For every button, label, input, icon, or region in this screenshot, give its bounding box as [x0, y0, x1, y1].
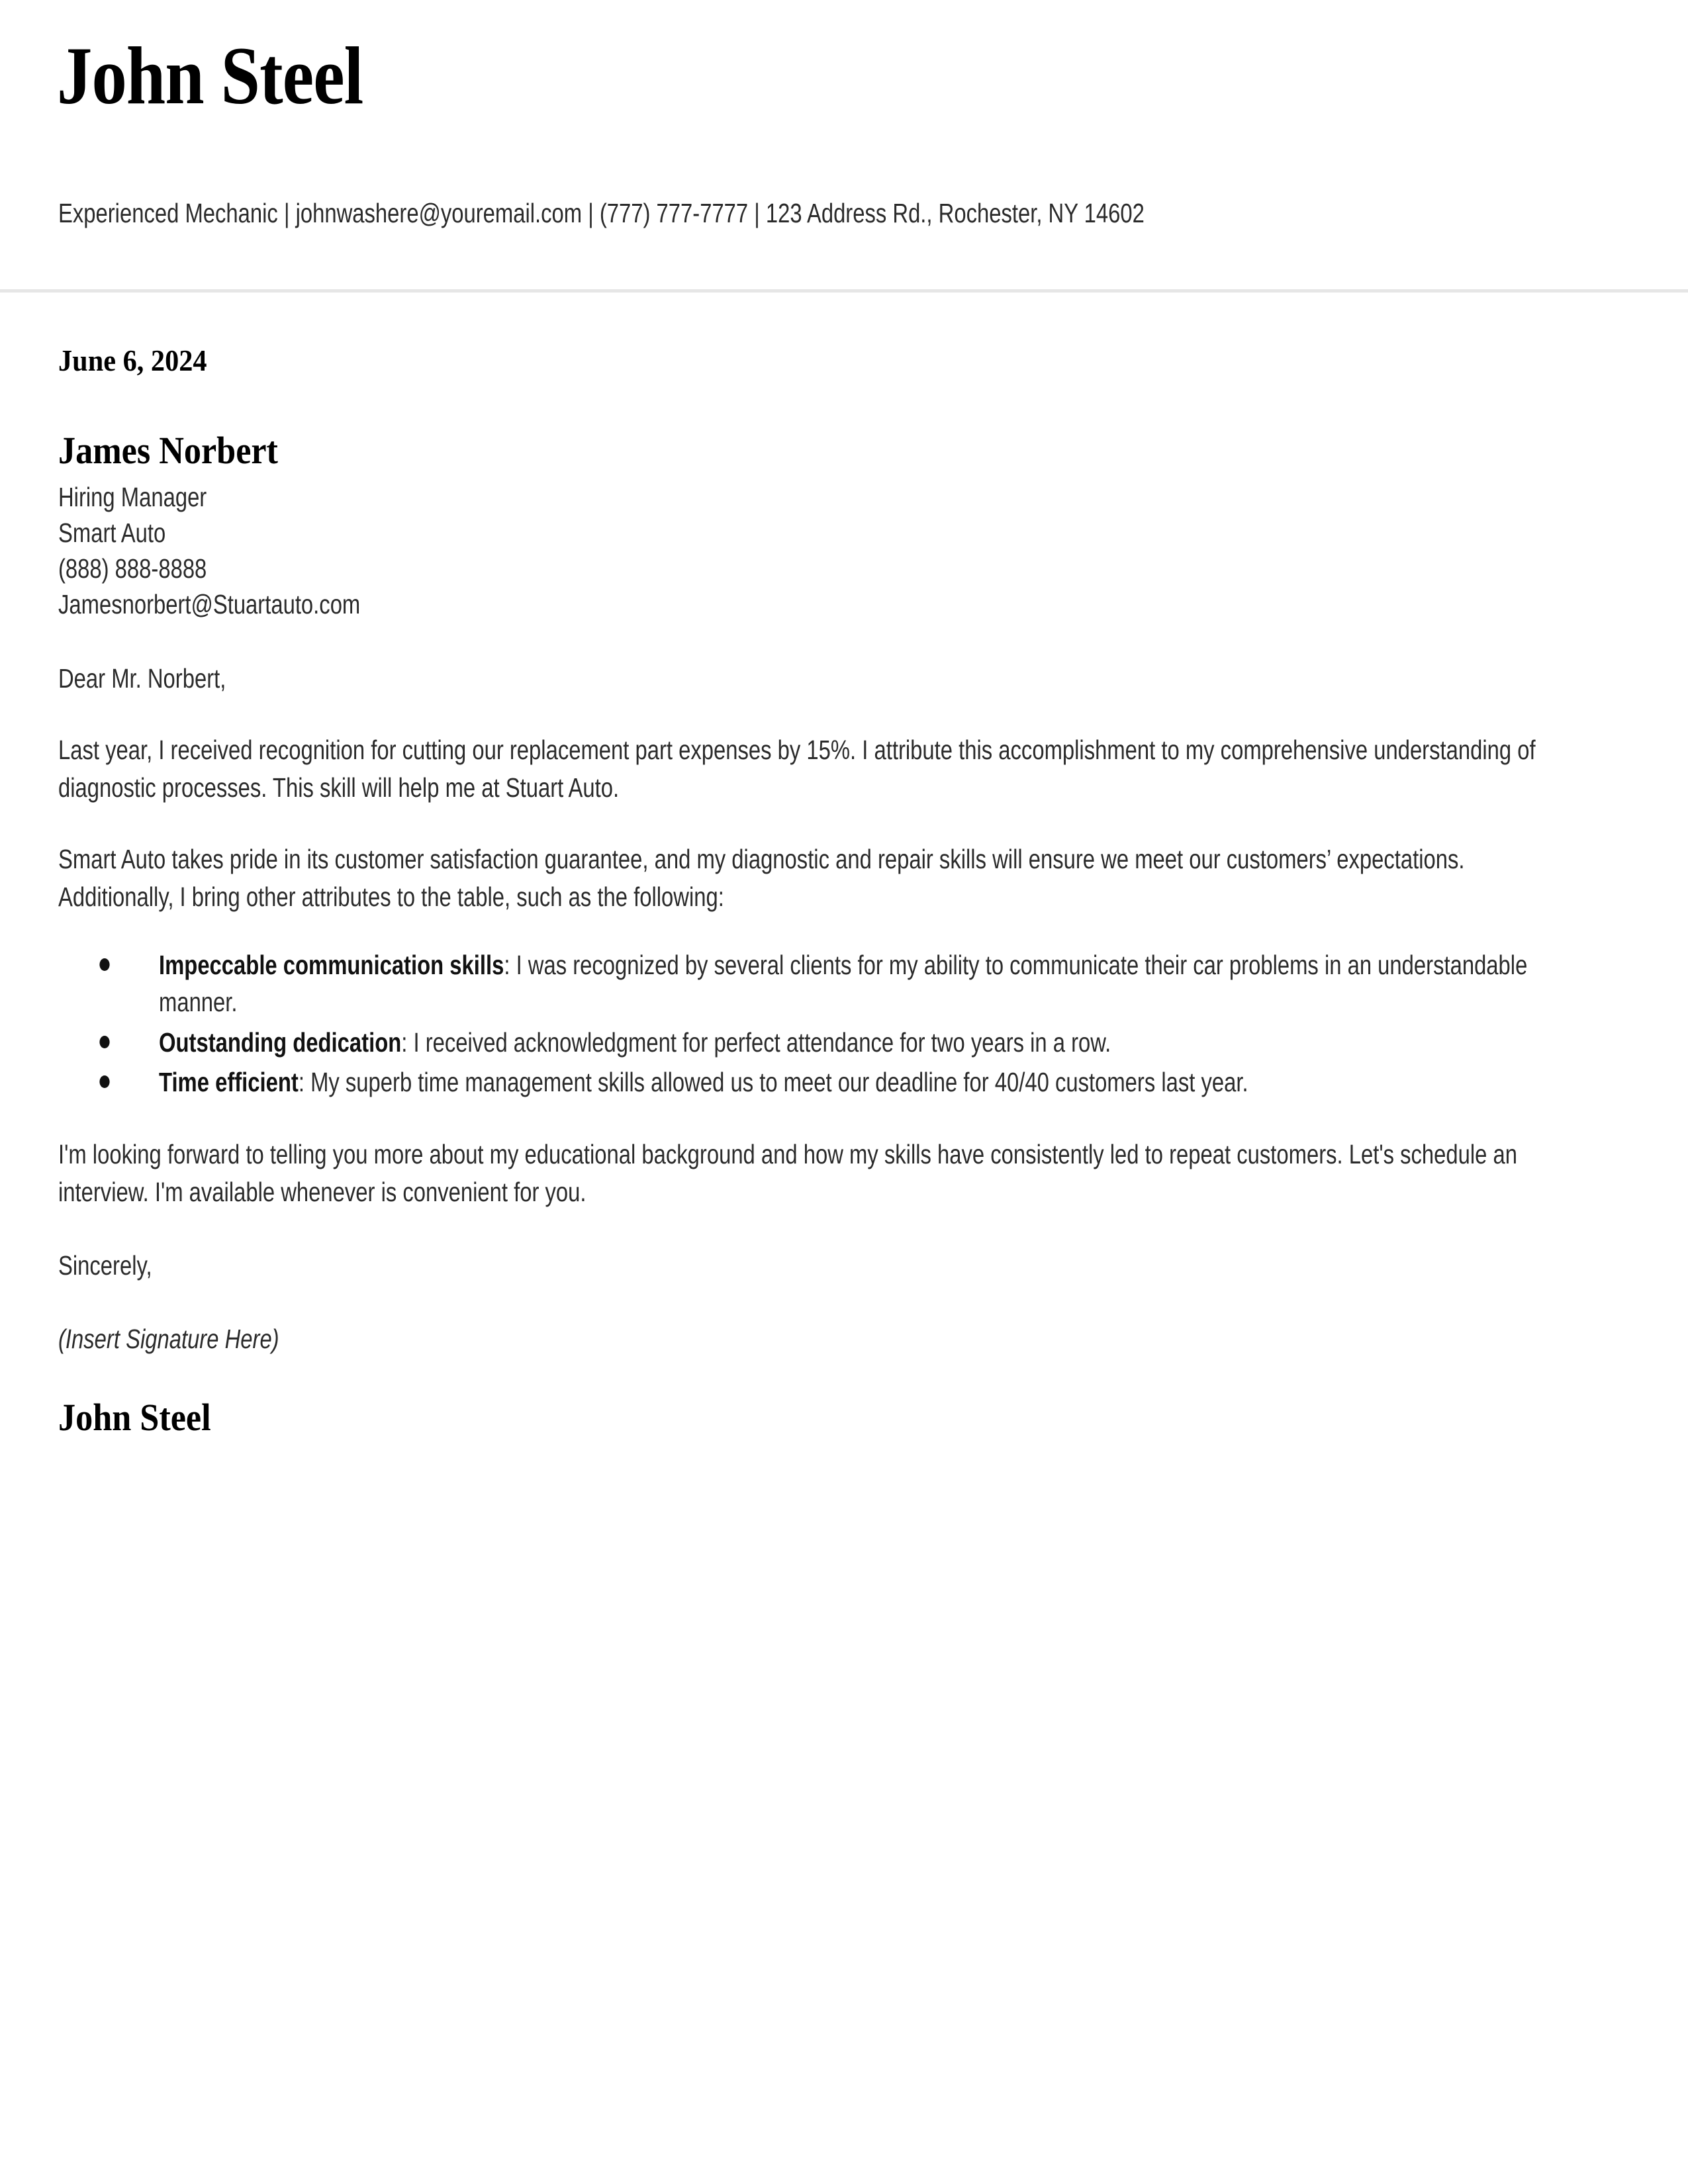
recipient-company: Smart Auto — [58, 517, 166, 548]
page-title: John Steel — [57, 30, 363, 121]
header-divider — [0, 289, 1688, 293]
sign-off: Sincerely, — [58, 1250, 152, 1281]
recipient-title: Hiring Manager — [58, 481, 207, 512]
closing-paragraph: I'm looking forward to telling you more about my educational background and how my skills have consistently led to repeat customers. Let's schedule an interview. I'm available whenever is convenient for you. — [58, 1138, 1518, 1207]
recipient-email: Jamesnorbert@Stuartauto.com — [58, 588, 361, 619]
recipient-details — [58, 479, 1587, 622]
list-item-text: : My superb time management skills allowed us to meet our deadline for 40/40 customers last year. — [298, 1067, 1248, 1098]
list-item-label: Impeccable communication skills — [159, 949, 504, 980]
body-paragraph-2: Smart Auto takes pride in its customer satisfaction guarantee, and my diagnostic and repair skills will ensure we meet our customers’ expectations. Additionally, I bring other attributes to the table, such as the following: — [58, 844, 1465, 913]
signature-placeholder: (Insert Signature Here) — [58, 1324, 279, 1355]
list-item-label: Time efficient — [159, 1067, 299, 1098]
signature-name: John Steel — [58, 1395, 211, 1439]
list-item-label: Outstanding dedication — [159, 1026, 402, 1058]
recipient-phone: (888) 888-8888 — [58, 553, 207, 584]
list-item — [58, 1024, 1583, 1062]
bullet-icon — [99, 1036, 109, 1048]
letter-date: June 6, 2024 — [58, 343, 207, 377]
bullet-icon — [99, 1075, 109, 1088]
letter-body — [58, 344, 1587, 1439]
recipient-name: James Norbert — [58, 428, 278, 472]
salutation: Dear Mr. Norbert, — [58, 662, 226, 694]
list-item-text: : I received acknowledgment for perfect attendance for two years in a row. — [401, 1026, 1111, 1058]
list-item — [58, 946, 1583, 1021]
list-item-text: : I was recognized by several clients for my ability to communicate their car problems in an understandable manner. — [159, 949, 1528, 1018]
attributes-list — [58, 946, 1583, 1101]
list-item — [58, 1064, 1583, 1101]
contact-line: Experienced Mechanic | johnwashere@youremail.com | (777) 777-7777 | 123 Address Rd., Rochester, NY 14602 — [58, 198, 1145, 228]
bullet-icon — [99, 958, 109, 971]
body-paragraph-1: Last year, I received recognition for cutting our replacement part expenses by 15%. I attribute this accomplishment to my comprehensive understanding of diagnostic processes. This skill will help me at Stuart Auto. — [58, 735, 1536, 803]
